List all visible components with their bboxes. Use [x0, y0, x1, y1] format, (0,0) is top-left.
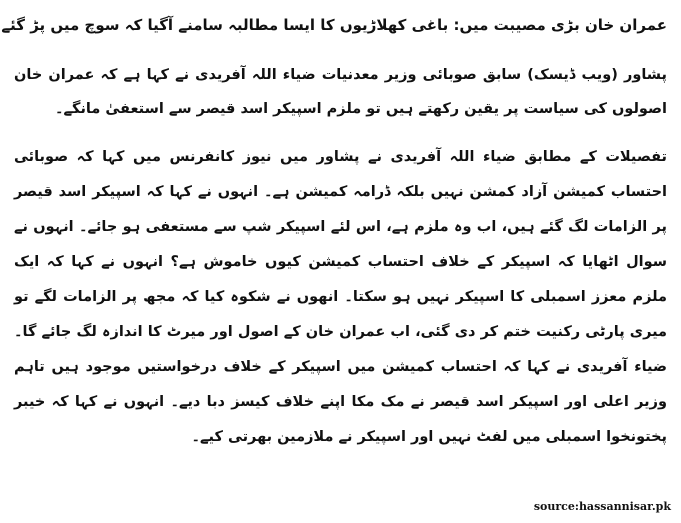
source-credit: source:hassannisar.pk — [533, 500, 671, 513]
article-paragraph-intro: پشاور (ویب ڈیسک) سابق صوبائی وزیر معدنیات ضیاء اللہ آفریدی نے کہا ہے کہ عمران خان اصولوں کی سیاست پر یقین رکھتے ہیں تو ملزم اسپیکر اسد قیصر سے استعفیٰ مانگے۔ — [14, 67, 667, 117]
article — [1, 14, 667, 469]
article-headline: عمران خان بڑی مصیبت میں: باغی کھلاڑیوں کا ایسا مطالبہ سامنے آگیا کہ سوچ میں پڑ گئے — [1, 16, 667, 34]
article-paragraph-details: تفصیلات کے مطابق ضیاء اللہ آفریدی نے پشاور میں نیوز کانفرنس میں کہا کہ صوبائی احتساب کمیشن آزاد کمشن نہیں بلکہ ڈرامہ کمیشن ہے۔ انہوں نے کہا کہ اسپیکر اسد قیصر پر الزامات لگ گئے ہیں، اب وہ ملزم ہے، اس لئے اسپیکر شپ سے مستعفی ہو جائے۔ انہوں نے سوال اٹھایا کہ اسپیکر کے خلاف احتساب کمیشن کیوں خاموش ہے؟ انہوں نے کہا کہ ایک ملزم معزز اسمبلی کا اسپیکر نہیں ہو سکتا۔ انھوں نے شکوہ کیا کہ مجھ پر الزامات لگے تو میری پارٹی رکنیت ختم کر دی گئی، اب عمران خان کے اصول اور میرٹ کا اندازہ لگ جائے گا۔ ضیاء آفریدی نے کہا کہ احتساب کمیشن میں اسپیکر کے خلاف درخواستیں موجود ہیں تاہم وزیر اعلی اور اسپیکر اسد قیصر نے مک مکا اپنے خلاف کیسز دبا دیے۔ انہوں نے کہا کہ خیبر پختونخوا اسمبلی میں لفٹ نہیں اور اسپیکر نے ملازمین بھرتی کیے۔ — [14, 149, 667, 445]
